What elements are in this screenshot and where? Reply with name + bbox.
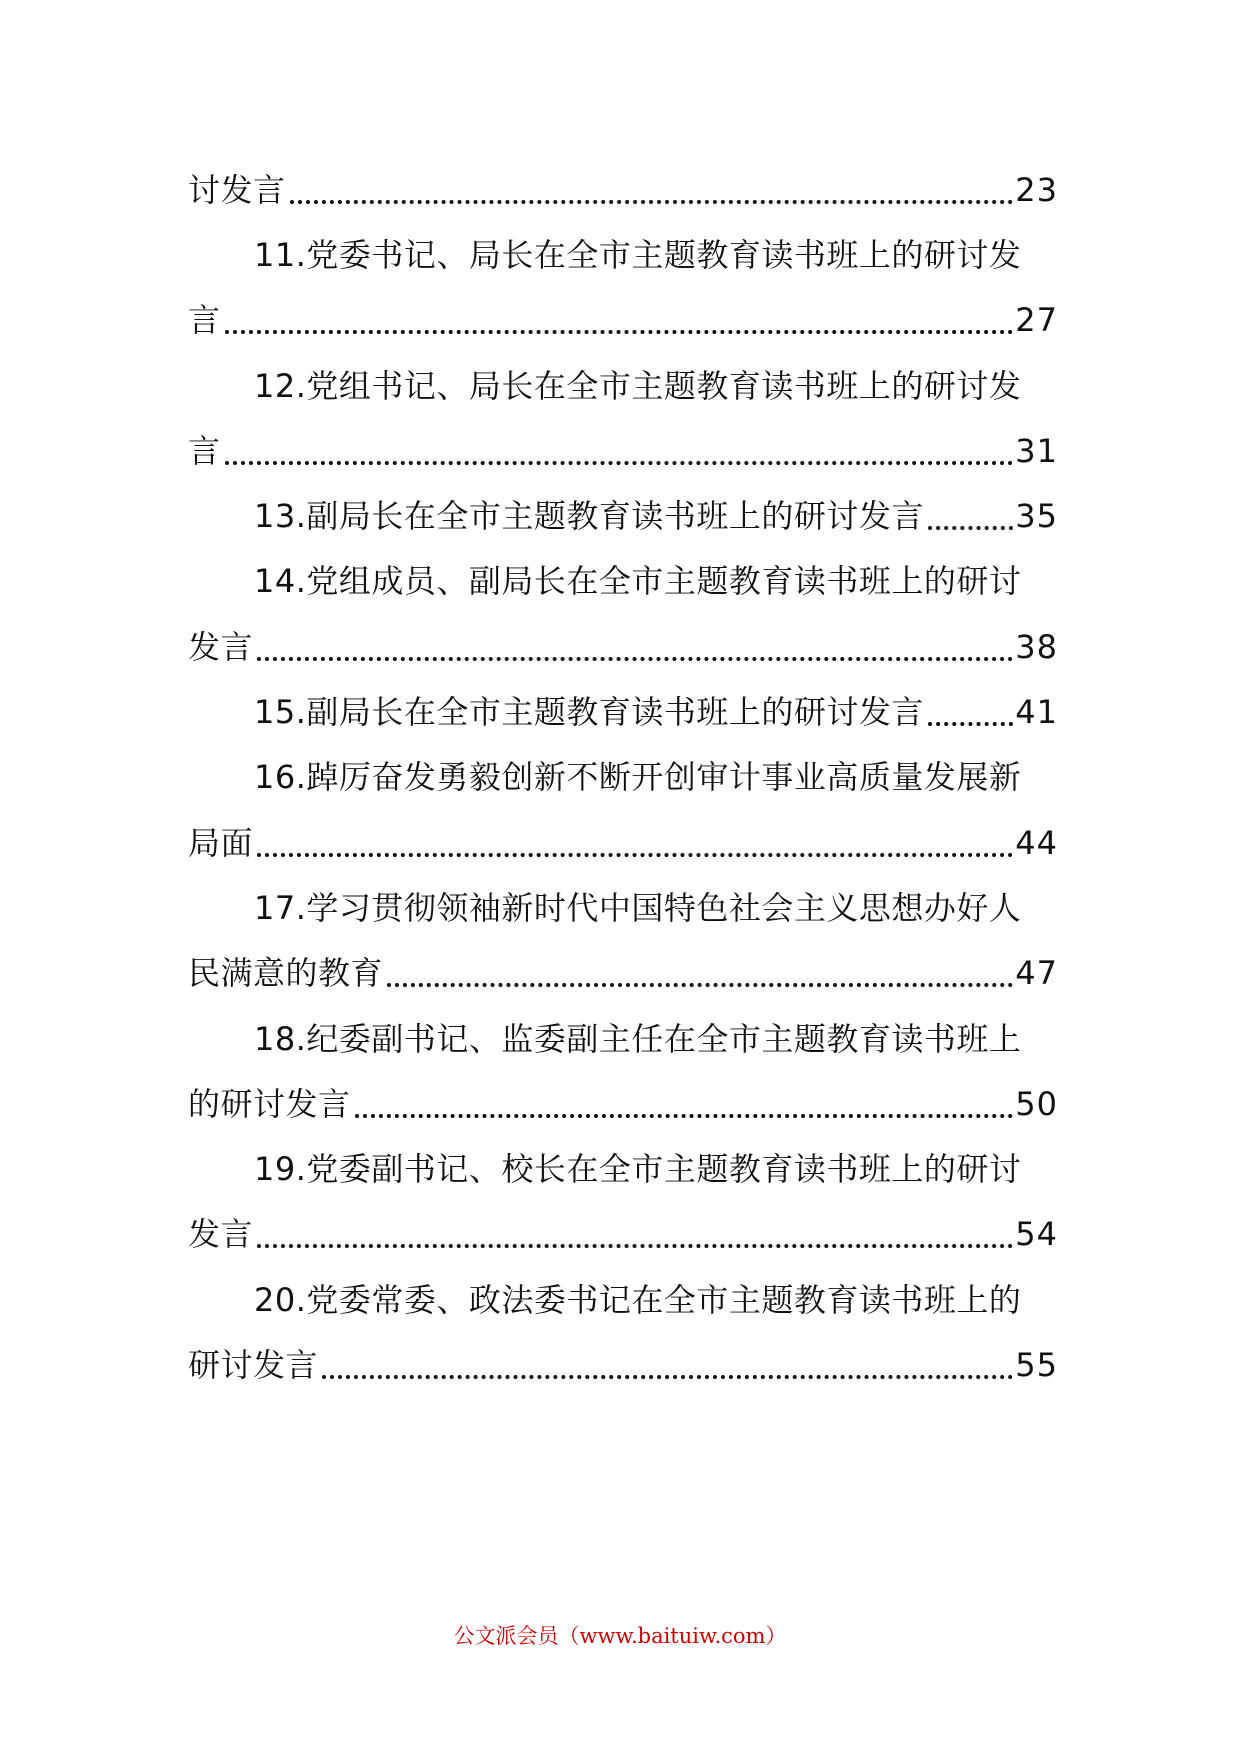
- toc-line[interactable]: [188, 288, 1058, 353]
- toc-line[interactable]: [188, 222, 1058, 287]
- toc-entry-text: 研讨发言: [188, 1345, 319, 1384]
- toc-entry-text: 16.踔厉奋发勇毅创新不断开创审计事业高质量发展新: [254, 758, 1022, 797]
- dot-leader: [225, 461, 1014, 465]
- toc-line[interactable]: [188, 1136, 1058, 1201]
- toc-page-number: 31: [1015, 431, 1058, 470]
- toc-line[interactable]: [188, 157, 1058, 222]
- toc-entry-text: 12.党组书记、局长在全市主题教育读书班上的研讨发: [254, 366, 1022, 405]
- dot-leader: [928, 526, 1013, 530]
- toc-line[interactable]: [188, 418, 1058, 483]
- toc-page-number: 38: [1015, 627, 1058, 666]
- toc-line[interactable]: [188, 1267, 1058, 1332]
- toc-entry-text: 18.纪委副书记、监委副主任在全市主题教育读书班上: [254, 1019, 1022, 1058]
- toc-page-number: 54: [1015, 1215, 1058, 1254]
- toc-entry-text: 13.副局长在全市主题教育读书班上的研讨发言: [254, 497, 924, 536]
- dot-leader: [387, 983, 1013, 987]
- dot-leader: [257, 853, 1013, 857]
- toc-page-number: 35: [1015, 497, 1058, 536]
- toc-page-number: 41: [1015, 693, 1058, 732]
- dot-leader: [225, 330, 1014, 334]
- toc-page-number: 55: [1015, 1345, 1058, 1384]
- toc-entry-text: 言: [188, 301, 221, 340]
- toc-page-number: 47: [1015, 954, 1058, 993]
- toc-entry-text: 民满意的教育: [188, 954, 384, 993]
- toc-line[interactable]: [188, 483, 1058, 548]
- toc-page-number: 27: [1015, 301, 1058, 340]
- toc-entry-text: 15.副局长在全市主题教育读书班上的研讨发言: [254, 693, 924, 732]
- toc-entry-text: 20.党委常委、政法委书记在全市主题教育读书班上的: [254, 1280, 1022, 1319]
- toc-entry-text: 19.党委副书记、校长在全市主题教育读书班上的研讨: [254, 1150, 1022, 1189]
- toc-entry-text: 讨发言: [188, 170, 286, 209]
- toc-line[interactable]: [188, 941, 1058, 1006]
- toc-line[interactable]: [188, 1006, 1058, 1071]
- dot-leader: [290, 200, 1014, 204]
- toc-line[interactable]: [188, 745, 1058, 810]
- toc-entry-text: 11.党委书记、局长在全市主题教育读书班上的研讨发: [254, 235, 1022, 274]
- dot-leader: [257, 1244, 1013, 1248]
- toc-page-number: 50: [1015, 1084, 1058, 1123]
- toc-entry-text: 17.学习贯彻领袖新时代中国特色社会主义思想办好人: [254, 888, 1022, 927]
- toc-entry-text: 言: [188, 431, 221, 470]
- toc-line[interactable]: [188, 353, 1058, 418]
- toc-entry-text: 发言: [188, 627, 254, 666]
- footer-watermark: 公文派会员（www.baituiw.com）: [453, 1624, 787, 1648]
- dot-leader: [355, 1114, 1014, 1118]
- toc-entry-text: 局面: [188, 823, 254, 862]
- toc-line[interactable]: [188, 1071, 1058, 1136]
- toc-entry-text: 发言: [188, 1215, 254, 1254]
- toc-page-number: 44: [1015, 823, 1058, 862]
- toc-page-number: 23: [1015, 170, 1058, 209]
- toc-line[interactable]: [188, 1332, 1058, 1397]
- toc-entry-text: 14.党组成员、副局长在全市主题教育读书班上的研讨: [254, 562, 1022, 601]
- dot-leader: [928, 722, 1013, 726]
- dot-leader: [322, 1375, 1013, 1379]
- dot-leader: [257, 657, 1013, 661]
- toc-entry-text: 的研讨发言: [188, 1084, 351, 1123]
- table-of-contents: [188, 157, 1058, 1398]
- toc-line[interactable]: [188, 875, 1058, 940]
- toc-line[interactable]: [188, 810, 1058, 875]
- toc-line[interactable]: [188, 549, 1058, 614]
- toc-line[interactable]: [188, 614, 1058, 679]
- toc-line[interactable]: [188, 1202, 1058, 1267]
- toc-line[interactable]: [188, 679, 1058, 744]
